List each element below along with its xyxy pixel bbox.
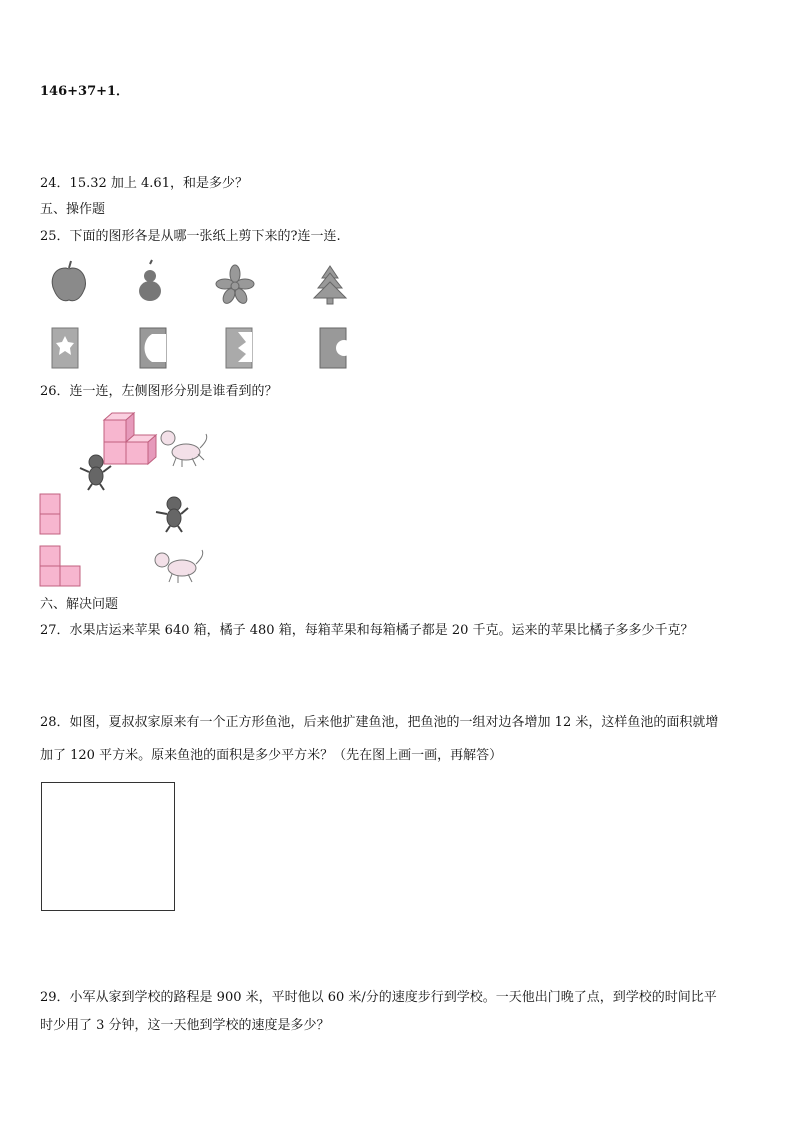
q26-figure xyxy=(36,410,226,592)
tree-shape-icon xyxy=(314,266,346,304)
section-6-heading: 六、解决问题 xyxy=(40,597,119,612)
view-a xyxy=(40,494,60,534)
question-29-line-2: 时少用了 3 分钟，这一天他到学校的速度是多少？ xyxy=(40,1018,330,1033)
question-28-line-1: 28．如图，夏叔叔家原来有一个正方形鱼池，后来他扩建鱼池，把鱼池的一组对边各增加 12 米，这样鱼池的面积就增 xyxy=(40,715,719,730)
view-b xyxy=(40,546,80,586)
apple-shape-icon xyxy=(52,261,85,301)
question-27: 27．水果店运来苹果 640 箱，橘子 480 箱，每箱苹果和每箱橘子都是 20 千克。运来的苹果比橘子多多少千克？ xyxy=(40,623,694,638)
question-26: 26．连一连，左侧图形分别是谁看到的？ xyxy=(40,384,278,399)
question-24: 24．15.32 加上 4.61，和是多少？ xyxy=(40,176,248,191)
fish-pond-square xyxy=(41,782,175,911)
dog-icon xyxy=(161,431,207,467)
q25-figure xyxy=(40,258,360,378)
paper-sheet-4 xyxy=(320,328,352,368)
question-29-line-1: 29．小军从家到学校的路程是 900 米，平时他以 60 米/分的速度步行到学校。一天他出门晚了点，到学校的时间比平 xyxy=(40,990,717,1005)
paper-sheet-2 xyxy=(140,328,166,368)
cube-arrangement xyxy=(104,413,156,464)
question-25: 25．下面的图形各是从哪一张纸上剪下来的?连一连. xyxy=(40,229,341,244)
dog-icon-2 xyxy=(155,550,203,583)
monkey-icon-2 xyxy=(156,497,188,532)
paper-sheet-1 xyxy=(52,328,78,368)
gourd-shape-icon xyxy=(139,260,161,301)
paper-sheet-3 xyxy=(226,328,252,368)
section-5-heading: 五、操作题 xyxy=(40,202,106,217)
question-28-line-2: 加了 120 平方米。原来鱼池的面积是多少平方米？（先在图上画一画，再解答） xyxy=(40,748,503,763)
top-expression: 146+37+1． xyxy=(40,84,130,99)
flower-shape-icon xyxy=(216,265,254,305)
